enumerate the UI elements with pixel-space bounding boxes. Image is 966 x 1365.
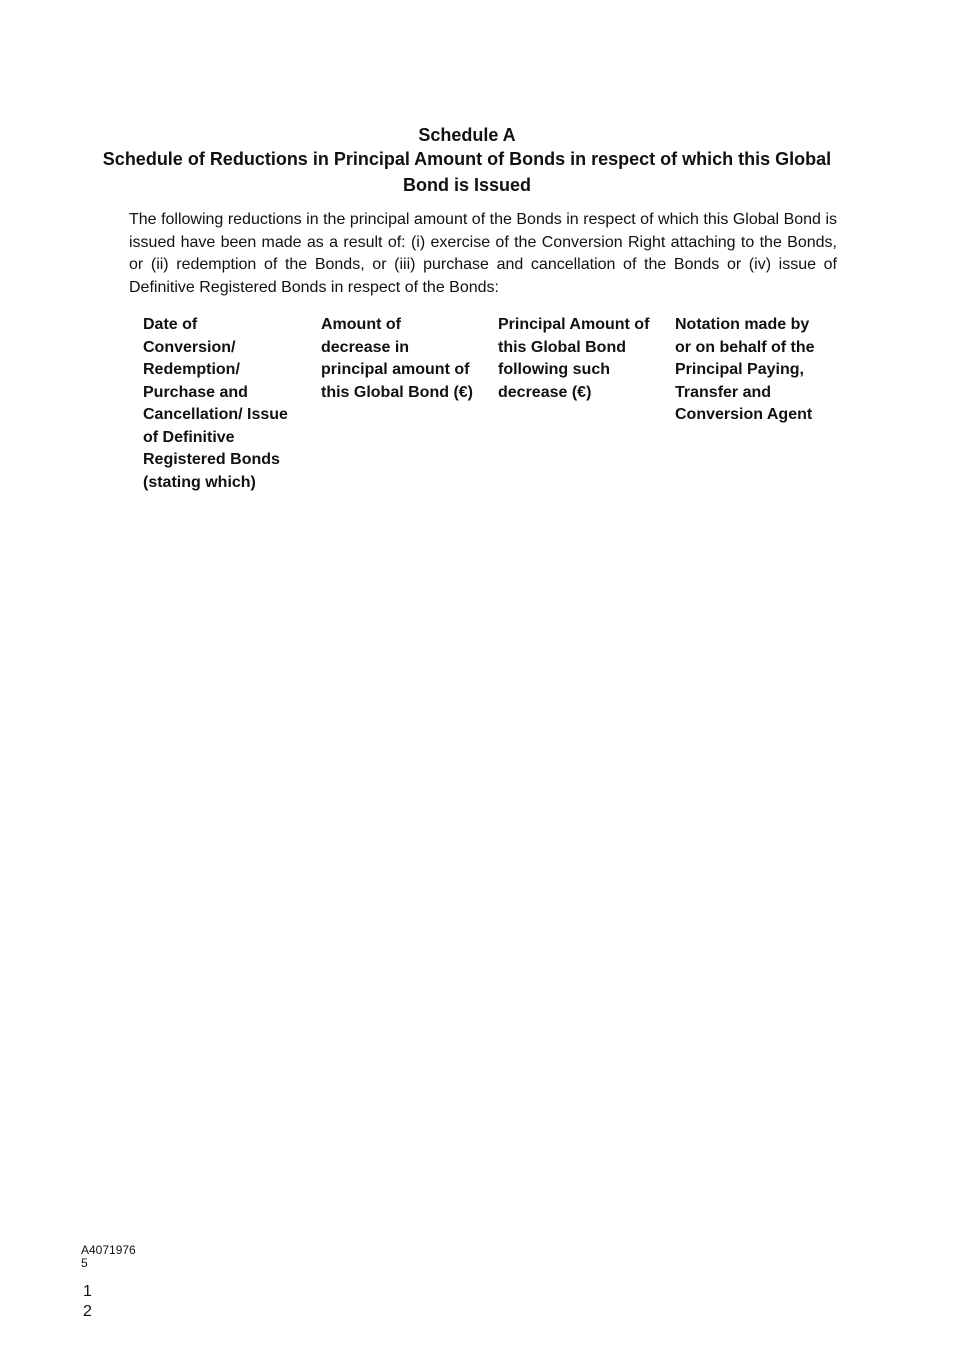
- document-heading: [100, 124, 834, 198]
- document-reference: A4071976 5: [81, 1243, 136, 1270]
- reductions-table-header: [143, 314, 833, 504]
- column-header-amount-decrease: Amount of decrease in principal amount of this Global Bond (€): [321, 316, 473, 401]
- column-header-date: Date of Conversion/ Redemption/ Purchase and Cancellation/ Issue of Definitive Registered Bonds (stating which): [143, 316, 288, 491]
- page-number: 1 2: [83, 1283, 92, 1320]
- column-header-notation: Notation made by or on behalf of the Principal Paying, Transfer and Conversion Agent: [675, 316, 815, 423]
- intro-paragraph: The following reductions in the principal amount of the Bonds in respect of which this Global Bond is issued have been made as a result of: (i) exercise of the Conversion Right attaching to the Bonds, or (ii) redemption of the Bonds, or (iii) purchase and cancellation of the Bonds or (iv) issue of Definitive Registered Bonds in respect of the Bonds:: [129, 211, 837, 296]
- schedule-title: Schedule A: [418, 125, 516, 145]
- schedule-subtitle: Schedule of Reductions in Principal Amount of Bonds in respect of which this Global Bond is Issued: [102, 149, 832, 195]
- column-header-principal-following: Principal Amount of this Global Bond following such decrease (€): [498, 316, 650, 401]
